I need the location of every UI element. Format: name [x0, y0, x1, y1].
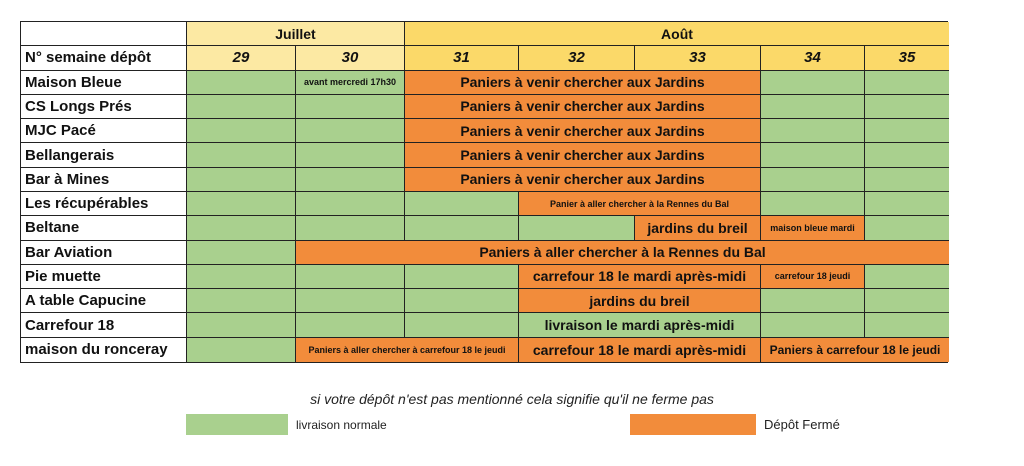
schedule-cell: [865, 313, 949, 337]
legend-label-closed: Dépôt Fermé: [764, 417, 840, 432]
schedule-cell: [405, 192, 519, 216]
schedule-cell: [865, 265, 949, 289]
schedule-cell: Paniers à venir chercher aux Jardins: [405, 143, 761, 167]
schedule-cell: [519, 216, 635, 240]
depot-name: CS Longs Prés: [21, 95, 187, 119]
legend-label-normal: livraison normale: [296, 418, 387, 432]
schedule-cell: [296, 192, 405, 216]
schedule-cell: [761, 119, 865, 143]
corner-cell: [21, 22, 187, 46]
schedule-cell: [761, 313, 865, 337]
week-35: 35: [865, 46, 949, 70]
schedule-cell: [296, 95, 405, 119]
schedule-cell: jardins du breil: [519, 289, 761, 313]
schedule-cell: [761, 71, 865, 95]
schedule-cell: [761, 168, 865, 192]
schedule-cell: Paniers à venir chercher aux Jardins: [405, 95, 761, 119]
schedule-cell: [187, 265, 296, 289]
schedule-cell: [187, 313, 296, 337]
schedule-cell: [405, 265, 519, 289]
depot-name: Bellangerais: [21, 143, 187, 167]
month-aout: Août: [405, 22, 949, 46]
schedule-cell: [865, 192, 949, 216]
schedule-cell: Paniers à venir chercher aux Jardins: [405, 119, 761, 143]
week-32: 32: [519, 46, 635, 70]
week-33: 33: [635, 46, 761, 70]
schedule-cell: [187, 216, 296, 240]
schedule-cell: [187, 338, 296, 362]
schedule-cell: carrefour 18 le mardi après-midi: [519, 338, 761, 362]
schedule-cell: livraison le mardi après-midi: [519, 313, 761, 337]
depot-name: Les récupérables: [21, 192, 187, 216]
depot-name: Bar Aviation: [21, 241, 187, 265]
schedule-cell: [296, 216, 405, 240]
schedule-cell: [865, 95, 949, 119]
footer-note: si votre dépôt n'est pas mentionné cela signifie qu'il ne ferme pas: [310, 391, 714, 407]
schedule-cell: [405, 313, 519, 337]
depot-name: MJC Pacé: [21, 119, 187, 143]
schedule-cell: [761, 143, 865, 167]
schedule-cell: [296, 143, 405, 167]
depot-name: Bar à Mines: [21, 168, 187, 192]
schedule-cell: [865, 143, 949, 167]
schedule-cell: [761, 289, 865, 313]
depot-name: maison du ronceray: [21, 338, 187, 362]
week-30: 30: [296, 46, 405, 70]
schedule-cell: jardins du breil: [635, 216, 761, 240]
schedule-cell: [187, 143, 296, 167]
schedule-cell: [187, 71, 296, 95]
schedule-cell: [296, 289, 405, 313]
schedule-cell: carrefour 18 le mardi après-midi: [519, 265, 761, 289]
schedule-cell: Paniers à carrefour 18 le jeudi: [761, 338, 949, 362]
depot-name: Maison Bleue: [21, 71, 187, 95]
schedule-cell: [187, 289, 296, 313]
schedule-cell: [296, 119, 405, 143]
legend-swatch-closed: [630, 414, 756, 435]
schedule-cell: [187, 168, 296, 192]
depot-name: A table Capucine: [21, 289, 187, 313]
schedule-cell: [296, 265, 405, 289]
schedule-cell: carrefour 18 jeudi: [761, 265, 865, 289]
schedule-cell: [405, 216, 519, 240]
schedule-table: [20, 21, 948, 363]
schedule-cell: [187, 192, 296, 216]
schedule-cell: Paniers à aller chercher à carrefour 18 le jeudi: [296, 338, 519, 362]
schedule-cell: [187, 95, 296, 119]
schedule-cell: [405, 289, 519, 313]
week-header-label: N° semaine dépôt: [21, 46, 187, 70]
week-29: 29: [187, 46, 296, 70]
month-juillet: Juillet: [187, 22, 405, 46]
schedule-cell: [865, 289, 949, 313]
depot-name: Beltane: [21, 216, 187, 240]
schedule-cell: maison bleue mardi: [761, 216, 865, 240]
week-31: 31: [405, 46, 519, 70]
schedule-cell: [761, 192, 865, 216]
legend-swatch-normal: [186, 414, 288, 435]
schedule-cell: Paniers à venir chercher aux Jardins: [405, 168, 761, 192]
schedule-cell: [187, 119, 296, 143]
depot-name: Carrefour 18: [21, 313, 187, 337]
week-34: 34: [761, 46, 865, 70]
schedule-cell: [761, 95, 865, 119]
schedule-cell: [865, 119, 949, 143]
schedule-cell: Paniers à aller chercher à la Rennes du Bal: [296, 241, 949, 265]
depot-name: Pie muette: [21, 265, 187, 289]
schedule-cell: avant mercredi 17h30: [296, 71, 405, 95]
schedule-cell: [865, 216, 949, 240]
schedule-cell: Panier à aller chercher à la Rennes du Bal: [519, 192, 761, 216]
schedule-cell: [865, 168, 949, 192]
schedule-cell: [187, 241, 296, 265]
schedule-cell: Paniers à venir chercher aux Jardins: [405, 71, 761, 95]
schedule-cell: [865, 71, 949, 95]
schedule-cell: [296, 313, 405, 337]
schedule-cell: [296, 168, 405, 192]
